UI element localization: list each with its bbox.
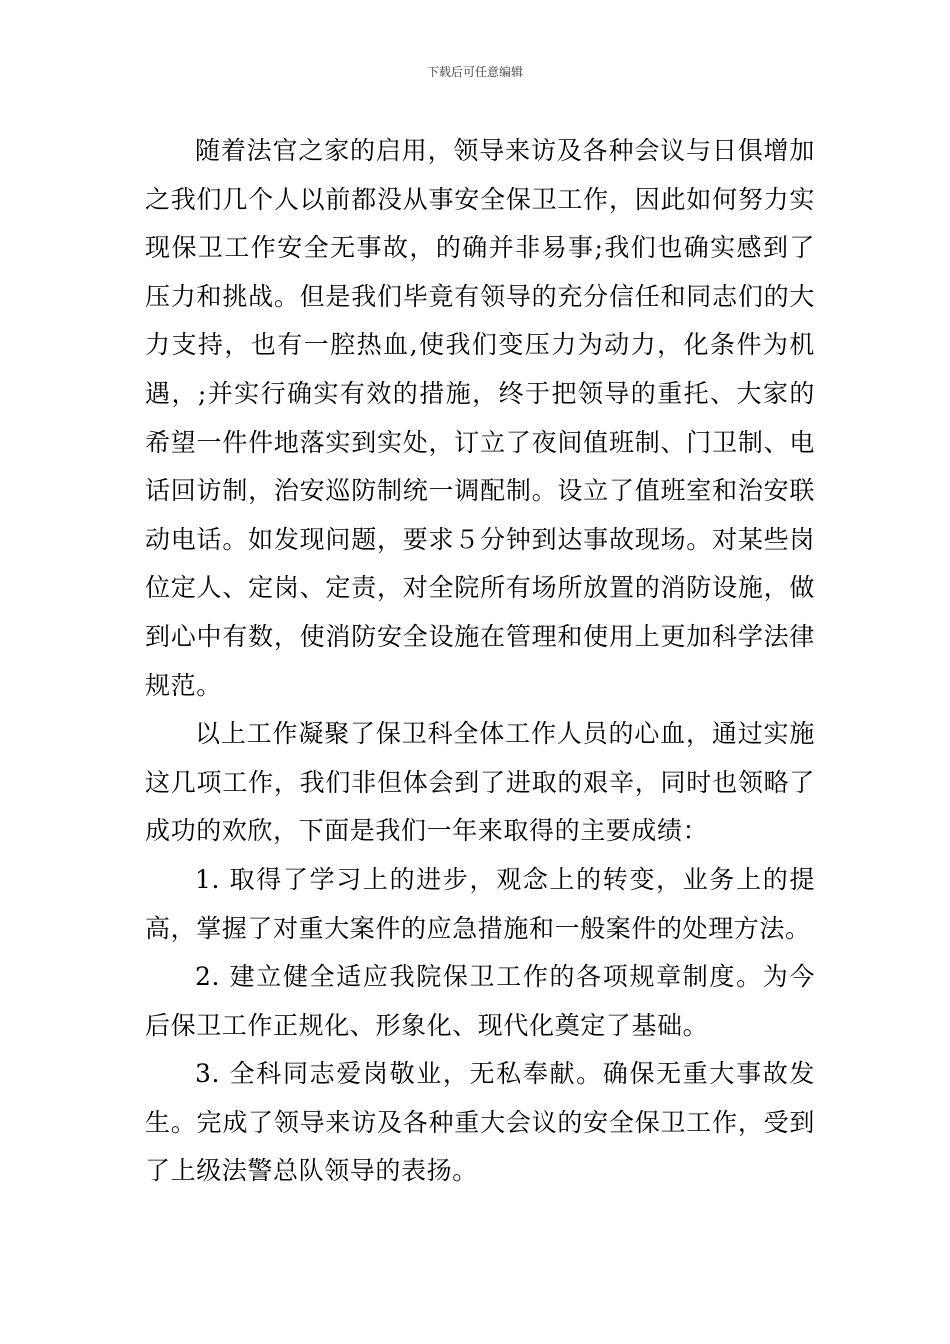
- paragraph-summary: 以上工作凝聚了保卫科全体工作人员的心血，通过实施这几项工作，我们非但体会到了进取的艰辛，同时也领略了成功的欢欣，下面是我们一年来取得的主要成绩：: [145, 719, 815, 846]
- page-header: 下载后可任意编辑: [426, 65, 523, 79]
- list-item-achievement-3: 3. 全科同志爱岗敬业，无私奉献。确保无重大事故发生。完成了领导来访及各种重大会议的安全保卫工作，受到了上级法警总队领导的表扬。: [145, 1059, 815, 1186]
- document-body: [145, 127, 815, 1196]
- list-item-achievement-1: 1. 取得了学习上的进步，观念上的转变，业务上的提高，掌握了对重大案件的应急措施和一般案件的处理方法。: [145, 864, 815, 943]
- paragraph-intro: 随着法官之家的启用，领导来访及各种会议与日俱增加之我们几个人以前都没从事安全保卫工作，因此如何努力实现保卫工作安全无事故，的确并非易事;我们也确实感到了压力和挑战。但是我们毕竟有领导的充分信任和同志们的大力支持，也有一腔热血,使我们变压力为动力，化条件为机遇，;并实行确实有效的措施，终于把领导的重托、大家的希望一件件地落实到实处，订立了夜间值班制、门卫制、电话回访制，治安巡防制统一调配制。设立了值班室和治安联动电话。如发现问题，要求５分钟到达事故现场。对某些岗位定人、定岗、定责，对全院所有场所放置的消防设施，做到心中有数，使消防安全设施在管理和使用上更加科学法律规范。: [145, 136, 815, 700]
- list-item-achievement-2: 2. 建立健全适应我院保卫工作的各项规章制度。为今后保卫工作正规化、形象化、现代化奠定了基础。: [145, 962, 815, 1040]
